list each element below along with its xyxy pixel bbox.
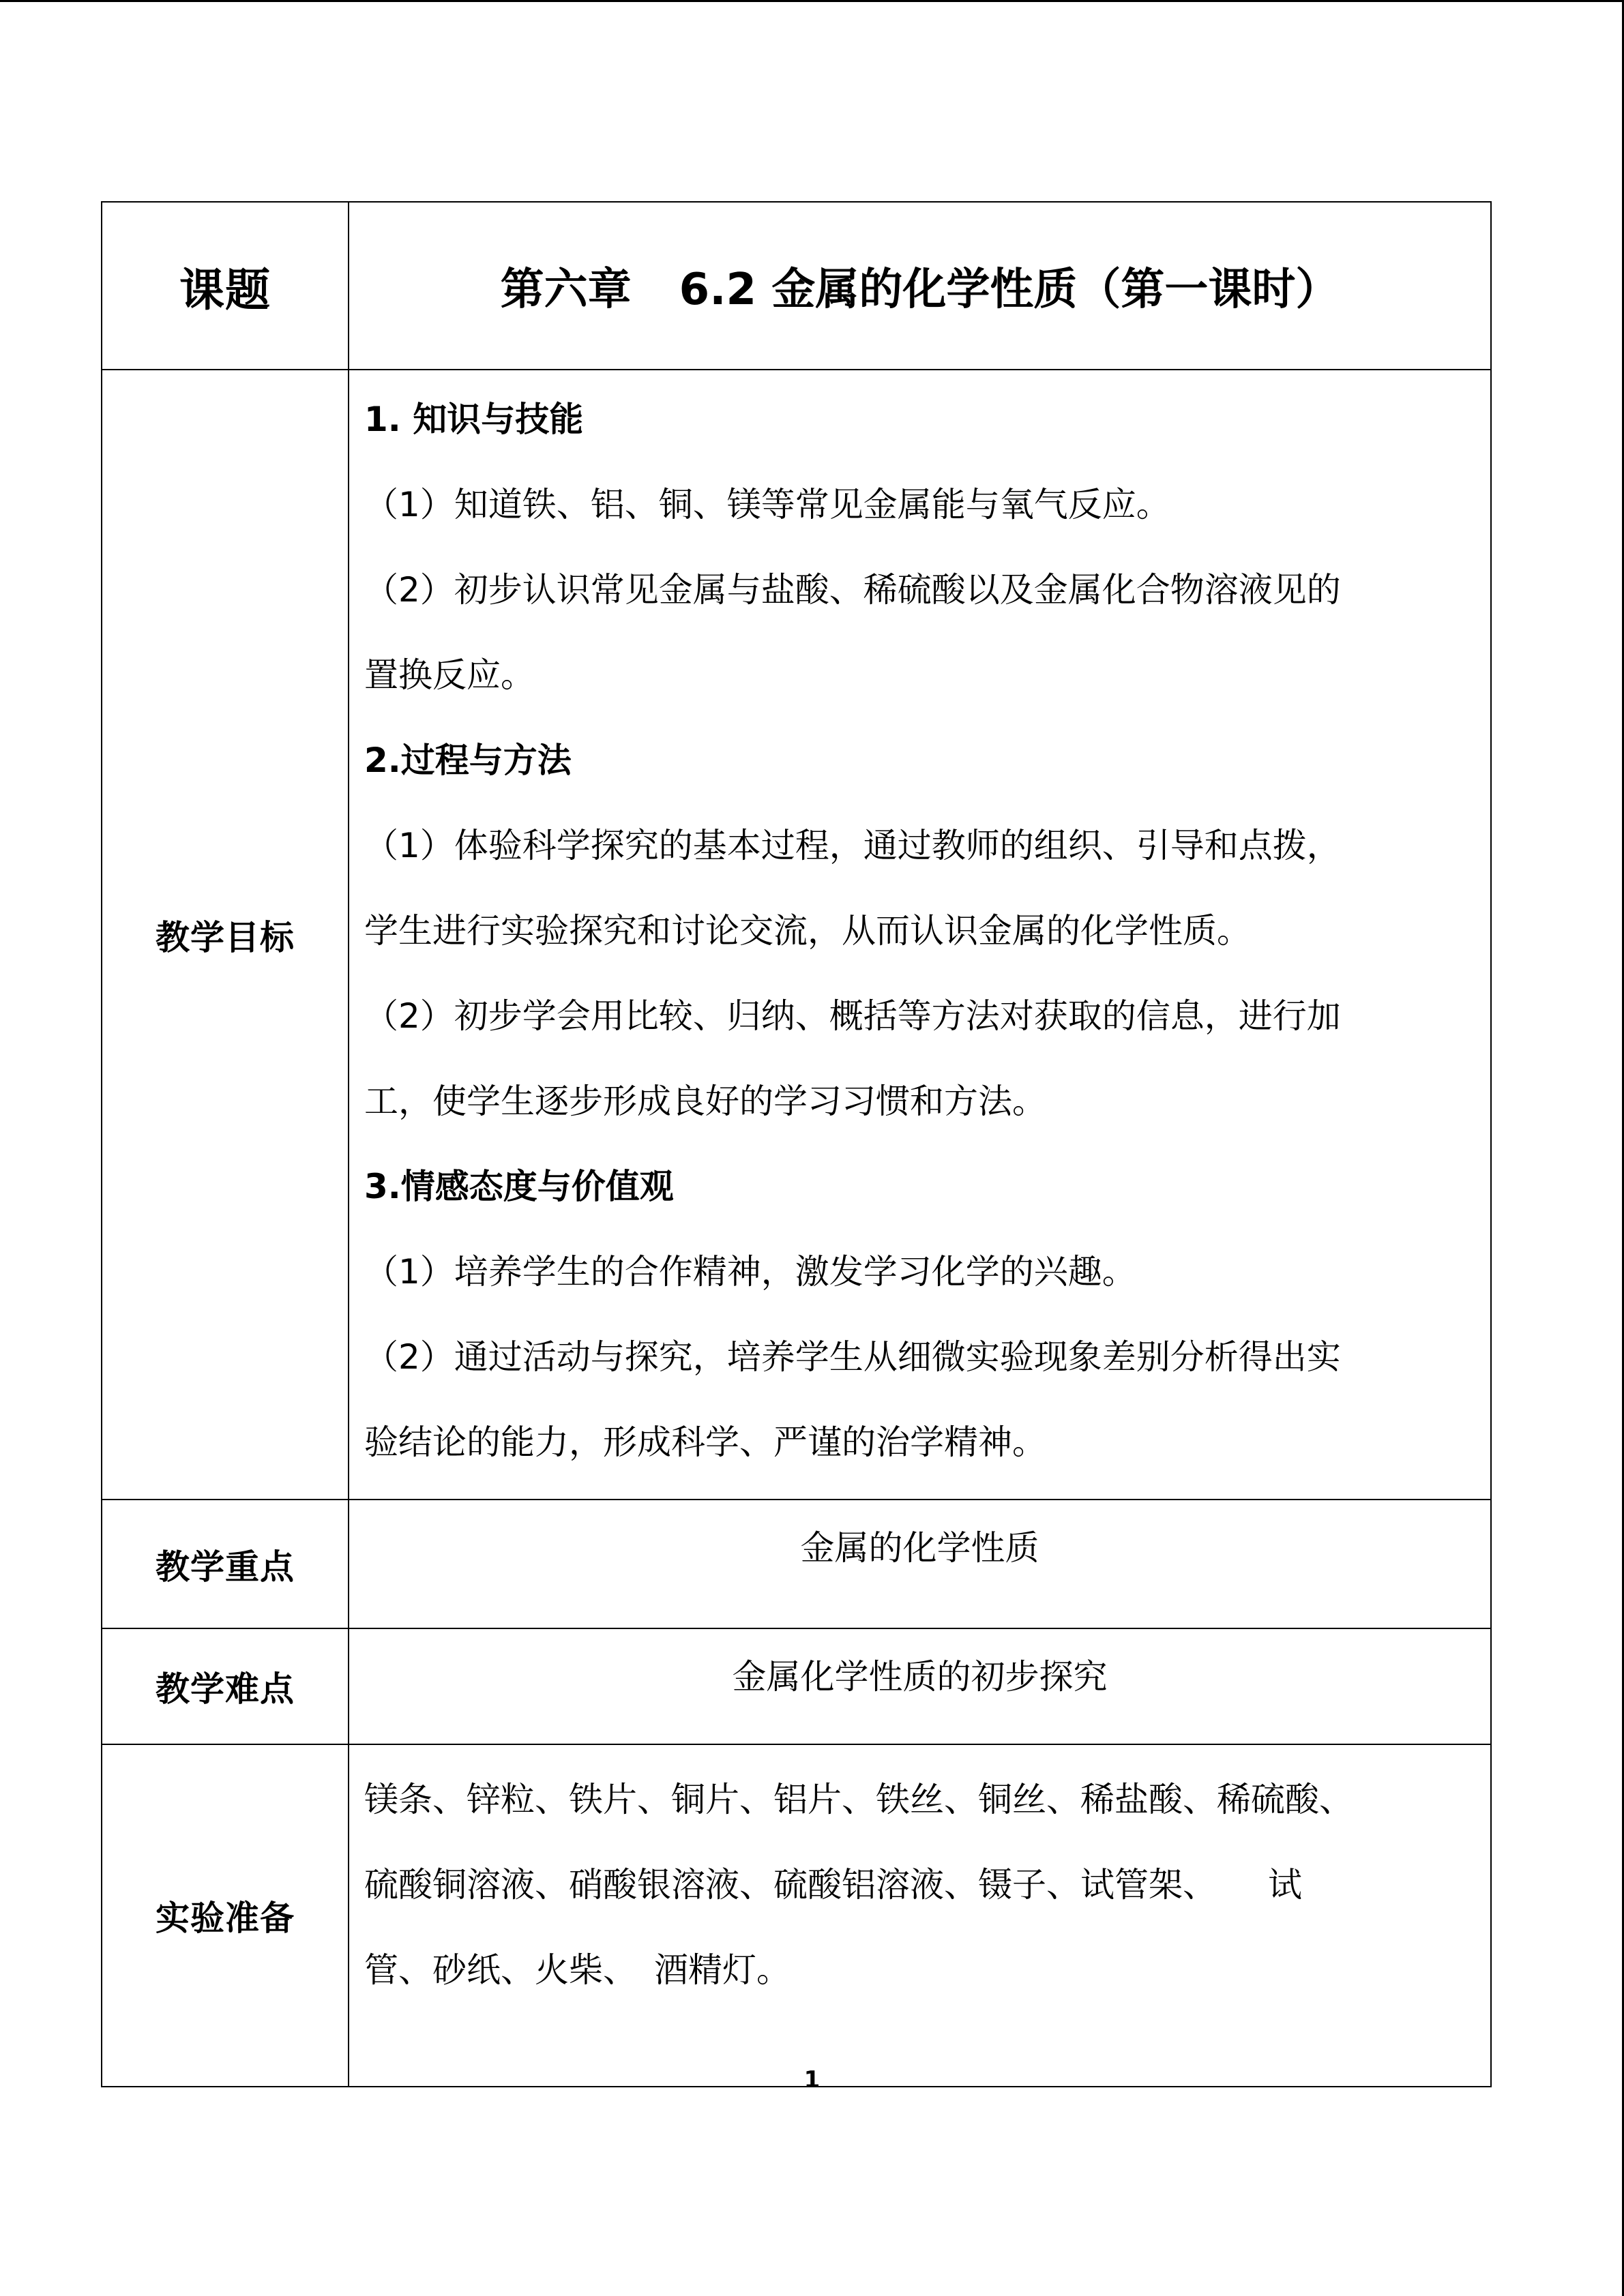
goals-line: 工，使学生逐步形成良好的学习习惯和方法。 xyxy=(364,1082,1046,1121)
teaching-goals-content xyxy=(349,370,1491,1500)
goals-line: （2）通过活动与探究，培养学生从细微实验现象差别分析得出实 xyxy=(364,1337,1341,1377)
equipment-line: 镁条、锌粒、铁片、铜片、铝片、铁丝、铜丝、稀盐酸、稀硫酸、 xyxy=(364,1780,1353,1819)
row-goals xyxy=(102,370,1491,1500)
row-difficulty xyxy=(102,1628,1491,1744)
goals-line: （2）初步学会用比较、归纳、概括等方法对获取的信息，进行加 xyxy=(364,996,1341,1036)
label-teaching-goals: 教学目标 xyxy=(102,370,349,1500)
equipment-line: 管、砂纸、火柴、 酒精灯。 xyxy=(364,1950,791,1990)
equipment-content xyxy=(349,1744,1491,2087)
row-equipment xyxy=(102,1744,1491,2087)
chapter-label: 第六章 xyxy=(500,265,632,315)
goals-line: 学生进行实验探究和讨论交流，从而认识金属的化学性质。 xyxy=(364,911,1251,951)
goals-line: （1）体验科学探究的基本过程，通过教师的组织、引导和点拨， xyxy=(364,826,1341,865)
goals-heading-knowledge: 1. 知识与技能 xyxy=(364,400,584,439)
goals-line: 置换反应。 xyxy=(364,655,535,695)
page-number: 1 xyxy=(803,2066,821,2093)
row-key-point xyxy=(102,1500,1491,1628)
goals-line: （2）初步认识常见金属与盐酸、稀硫酸以及金属化合物溶液见的 xyxy=(364,570,1341,610)
label-difficulty: 教学难点 xyxy=(102,1628,349,1744)
goals-line: 验结论的能力，形成科学、严谨的治学精神。 xyxy=(364,1422,1046,1462)
top-border-line xyxy=(0,0,1624,2)
goals-line: （1）知道铁、铝、铜、镁等常见金属能与氧气反应。 xyxy=(364,485,1170,524)
label-topic: 课题 xyxy=(102,202,349,370)
difficulty-content: 金属化学性质的初步探究 xyxy=(349,1628,1491,1744)
goals-heading-process: 2.过程与方法 xyxy=(364,741,572,780)
row-title xyxy=(102,202,1491,370)
label-key-point: 教学重点 xyxy=(102,1500,349,1628)
lesson-name: 6.2 金属的化学性质（第一课时） xyxy=(679,265,1340,315)
lesson-plan-table xyxy=(101,201,1492,2087)
goals-heading-attitude: 3.情感态度与价值观 xyxy=(364,1167,674,1206)
lesson-title xyxy=(349,202,1491,370)
label-equipment: 实验准备 xyxy=(102,1744,349,2087)
goals-line: （1）培养学生的合作精神，激发学习化学的兴趣。 xyxy=(364,1252,1136,1292)
key-point-content: 金属的化学性质 xyxy=(349,1500,1491,1628)
equipment-line: 硫酸铜溶液、硝酸银溶液、硫酸铝溶液、镊子、试管架、 试 xyxy=(364,1865,1302,1905)
